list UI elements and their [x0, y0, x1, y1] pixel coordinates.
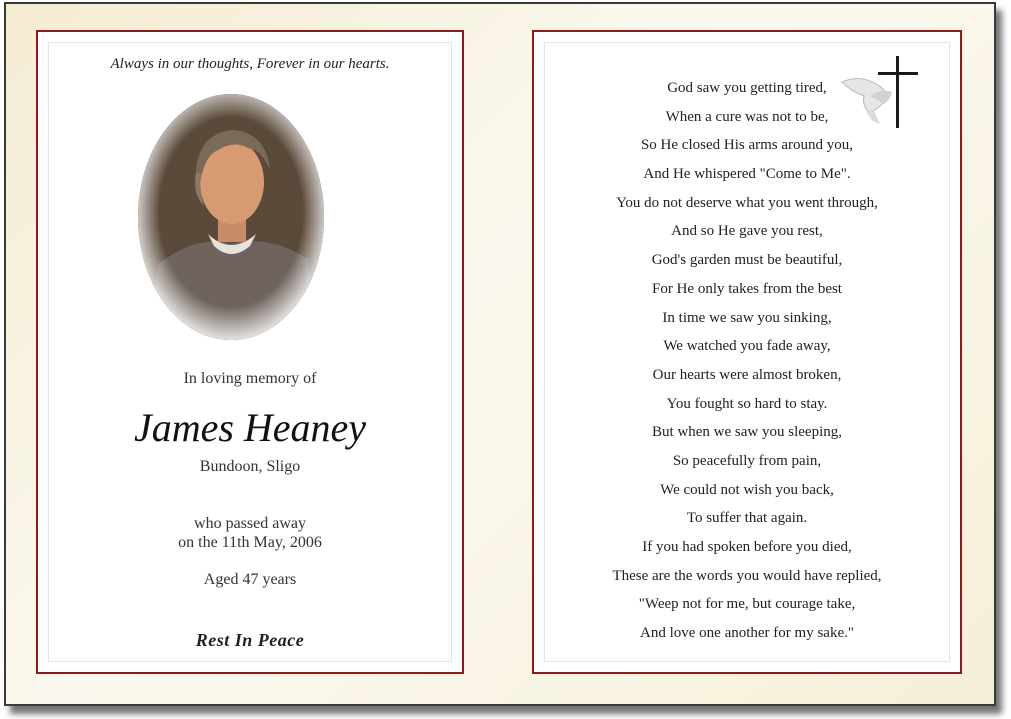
poem-line: To suffer that again. — [686, 510, 808, 527]
rest-in-peace: Rest In Peace — [195, 630, 305, 650]
portrait-photo — [138, 94, 324, 340]
left-card — [36, 30, 464, 674]
age-text: Aged 47 years — [203, 571, 297, 588]
poem-line: You do not deserve what you went through, — [616, 194, 878, 211]
poem-line: These are the words you would have replied, — [612, 567, 882, 584]
passed-line-2: on the 11th May, 2006 — [178, 534, 322, 551]
poem-line: And love one another for my sake." — [640, 625, 854, 642]
poem — [534, 74, 960, 648]
tagline: Always in our thoughts, Forever in our hearts. — [110, 56, 390, 72]
poem-line: Our hearts were almost broken, — [652, 366, 842, 383]
poem-line: We could not wish you back, — [660, 481, 834, 498]
poem-line: But when we saw you sleeping, — [652, 424, 842, 441]
poem-line: So peacefully from pain, — [672, 452, 822, 469]
poem-line: God saw you getting tired, — [667, 80, 827, 96]
poem-line: So He closed His arms around you, — [640, 137, 854, 154]
poem-line: In time we saw you sinking, — [662, 309, 832, 326]
in-memory-text: In loving memory of — [183, 370, 317, 387]
hometown: Bundoon, Sligo — [199, 458, 301, 475]
poem-line: We watched you fade away, — [663, 338, 831, 355]
deceased-name: James Heaney — [133, 405, 367, 450]
poem-line: You fought so hard to stay. — [666, 395, 828, 412]
poem-line: God's garden must be beautiful, — [651, 252, 843, 269]
portrait-illustration — [138, 94, 324, 340]
poem-line: When a cure was not to be, — [665, 108, 829, 125]
passed-line-1: who passed away — [194, 515, 306, 532]
poem-line: "Weep not for me, but courage take, — [638, 596, 856, 613]
poem-line: And so He gave you rest, — [671, 223, 823, 240]
poem-line: If you had spoken before you died, — [642, 539, 852, 555]
memorial-card-frame — [4, 2, 996, 706]
poem-line: For He only takes from the best — [652, 280, 842, 297]
passed-away-text — [38, 514, 462, 552]
poem-line: And He whispered "Come to Me". — [643, 166, 851, 183]
right-card — [532, 30, 962, 674]
